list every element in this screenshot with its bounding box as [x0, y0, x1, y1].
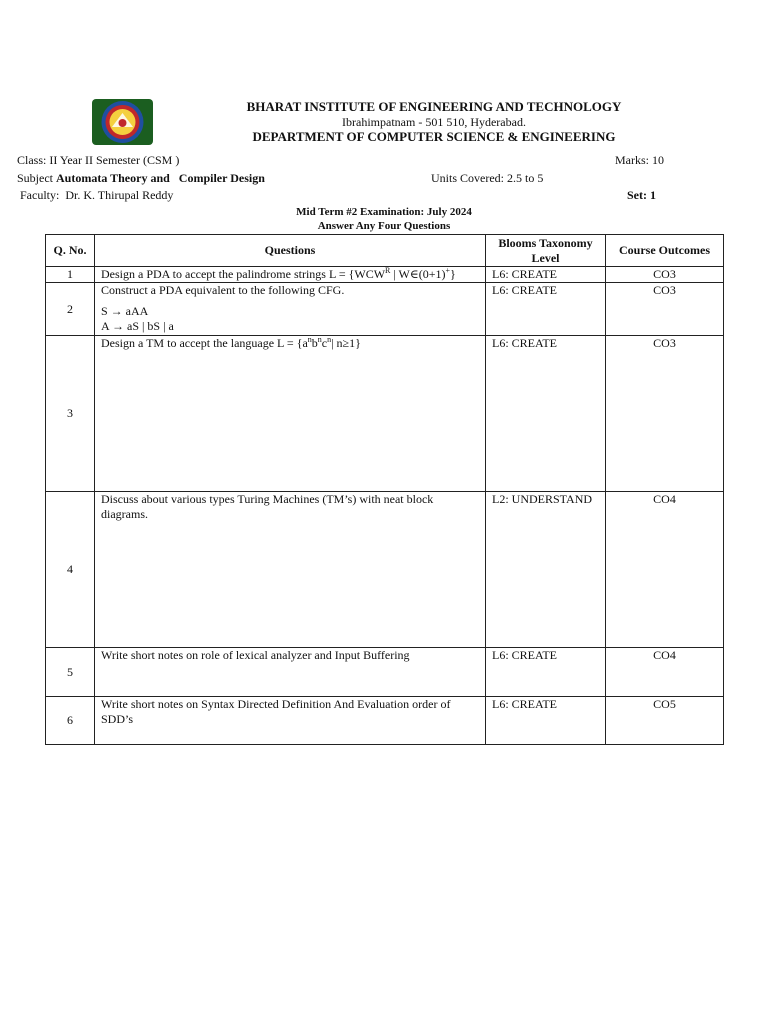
course-outcome: CO3	[606, 267, 724, 283]
course-outcome: CO3	[606, 283, 724, 336]
blooms-level: L6: CREATE	[486, 267, 606, 283]
question-number: 1	[46, 267, 95, 283]
table-row	[46, 267, 724, 283]
question-number: 2	[46, 283, 95, 336]
department-name: DEPARTMENT OF COMPUTER SCIENCE & ENGINEERING	[252, 129, 616, 144]
institute-name: BHARAT INSTITUTE OF ENGINEERING AND TECHNOLOGY	[246, 99, 622, 114]
institute-address: Ibrahimpatnam - 501 510, Hyderabad.	[342, 115, 526, 129]
faculty-info: Faculty: Dr. K. Thirupal Reddy	[20, 188, 174, 202]
question-number: 4	[46, 492, 95, 648]
table-row	[46, 492, 724, 648]
table-row	[46, 697, 724, 745]
question-text: Discuss about various types Turing Machines (TM’s) with neat block diagrams.	[95, 492, 486, 648]
marks-info: Marks: 10	[615, 153, 664, 167]
blooms-level: L6: CREATE	[486, 648, 606, 697]
subject-name: Automata Theory and Compiler Design	[56, 171, 265, 185]
question-text: Design a PDA to accept the palindrome strings $L = \{WCW^R$ | W∈(0+1)+}	[95, 267, 486, 283]
table-row	[46, 336, 724, 492]
units-info: Units Covered: 2.5 to 5	[431, 171, 544, 185]
blooms-level: L2: UNDERSTAND	[486, 492, 606, 648]
subject-prefix: Subject	[17, 171, 53, 185]
exam-instruction: Answer Any Four Questions	[317, 220, 451, 232]
header-questions: Questions	[95, 235, 486, 267]
exam-title: Mid Term #2 Examination: July 2024	[296, 206, 472, 218]
header-outcomes: Course Outcomes	[606, 235, 724, 267]
question-text: Write short notes on Syntax Directed Definition And Evaluation order of SDD’s	[95, 697, 486, 745]
blooms-level: L6: CREATE	[486, 336, 606, 492]
course-outcome: CO5	[606, 697, 724, 745]
table-row	[46, 283, 724, 336]
table-row	[46, 648, 724, 697]
question-text: Design a TM to accept the language $L = \{a^nb^nc^n|$ n≥1}	[95, 336, 486, 492]
course-outcome: CO4	[606, 648, 724, 697]
set-info: Set: 1	[627, 188, 656, 202]
course-outcome: CO3	[606, 336, 724, 492]
course-outcome: CO4	[606, 492, 724, 648]
subject-info	[17, 171, 265, 186]
question-number: 3	[46, 336, 95, 492]
blooms-level: L6: CREATE	[486, 283, 606, 336]
question-number: 5	[46, 648, 95, 697]
question-number: 6	[46, 697, 95, 745]
question-text: Write short notes on role of lexical analyzer and Input Buffering	[95, 648, 486, 697]
header-qno: Q. No.	[46, 235, 95, 267]
question-table	[45, 234, 724, 745]
table-header-row	[46, 235, 724, 267]
header-blooms: Blooms Taxonomy Level	[486, 235, 606, 267]
question-text: Construct a PDA equivalent to the following CFG. S → aAA A → aS | bS | a	[95, 283, 486, 336]
class-info: Class: II Year II Semester (CSM )	[17, 153, 180, 167]
blooms-level: L6: CREATE	[486, 697, 606, 745]
